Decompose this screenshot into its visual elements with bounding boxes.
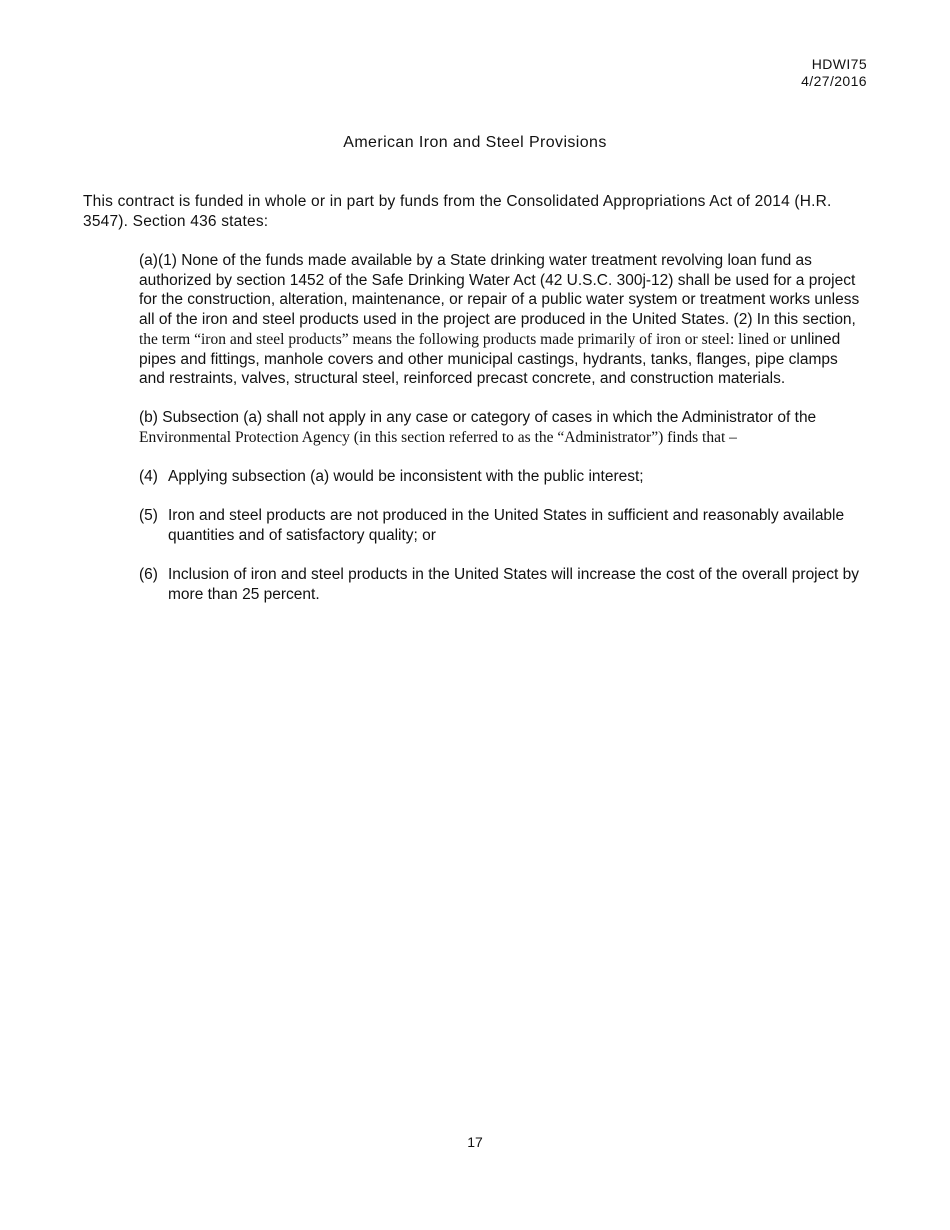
list-item	[139, 506, 867, 545]
list-item-text: Inclusion of iron and steel products in the United States will increase the cost of the overall project by more than 25 percent.	[168, 566, 859, 603]
list-item-number: (6)	[139, 566, 158, 583]
list-item-number: (5)	[139, 507, 158, 524]
section-b-part2: Environmental Protection Agency (in this section referred to as the “Administrator”) finds that –	[139, 428, 737, 446]
page-title: American Iron and Steel Provisions	[343, 134, 607, 151]
section-a-part3: unlined pipes and fittings, manhole covers and other municipal castings, hydrants, tanks, flanges, pipe clamps and restraints, valves, structural steel, reinforced precast concrete, and construction materials.	[139, 330, 841, 388]
document-date: 4/27/2016	[801, 73, 867, 89]
header-meta	[801, 56, 867, 90]
list-item-text: Applying subsection (a) would be inconsistent with the public interest;	[168, 468, 644, 485]
list-item-text: Iron and steel products are not produced in the United States in sufficient and reasonably available quantities and of satisfactory quality; or	[168, 507, 845, 544]
list-item	[139, 467, 867, 487]
list-item-number: (4)	[139, 468, 158, 485]
list-item	[139, 565, 867, 604]
section-a-part1: (a)(1) None of the funds made available by a State drinking water treatment revolving loan fund as authorized by section 1452 of the Safe Drinking Water Act (42 U.S.C. 300j-12) shall be used for a project for the construction, alteration, maintenance, or repair of a public water system or treatment works unless all of the iron and steel products used in the project are produced in the United States. (2) In this section,	[139, 252, 860, 329]
page-number: 17	[467, 1134, 483, 1150]
section-a-quote	[139, 251, 867, 389]
document-id: HDWI75	[811, 56, 867, 72]
intro-paragraph: This contract is funded in whole or in part by funds from the Consolidated Appropriations Act of 2014 (H.R. 3547). Section 436 states:	[83, 193, 832, 230]
section-b-part1: (b) Subsection (a) shall not apply in any case or category of cases in which the Administrator of the	[139, 409, 817, 426]
section-a-part2: the term “iron and steel products” means the following products made primarily of iron or steel: lined or	[139, 330, 786, 348]
section-b-quote	[139, 408, 867, 447]
